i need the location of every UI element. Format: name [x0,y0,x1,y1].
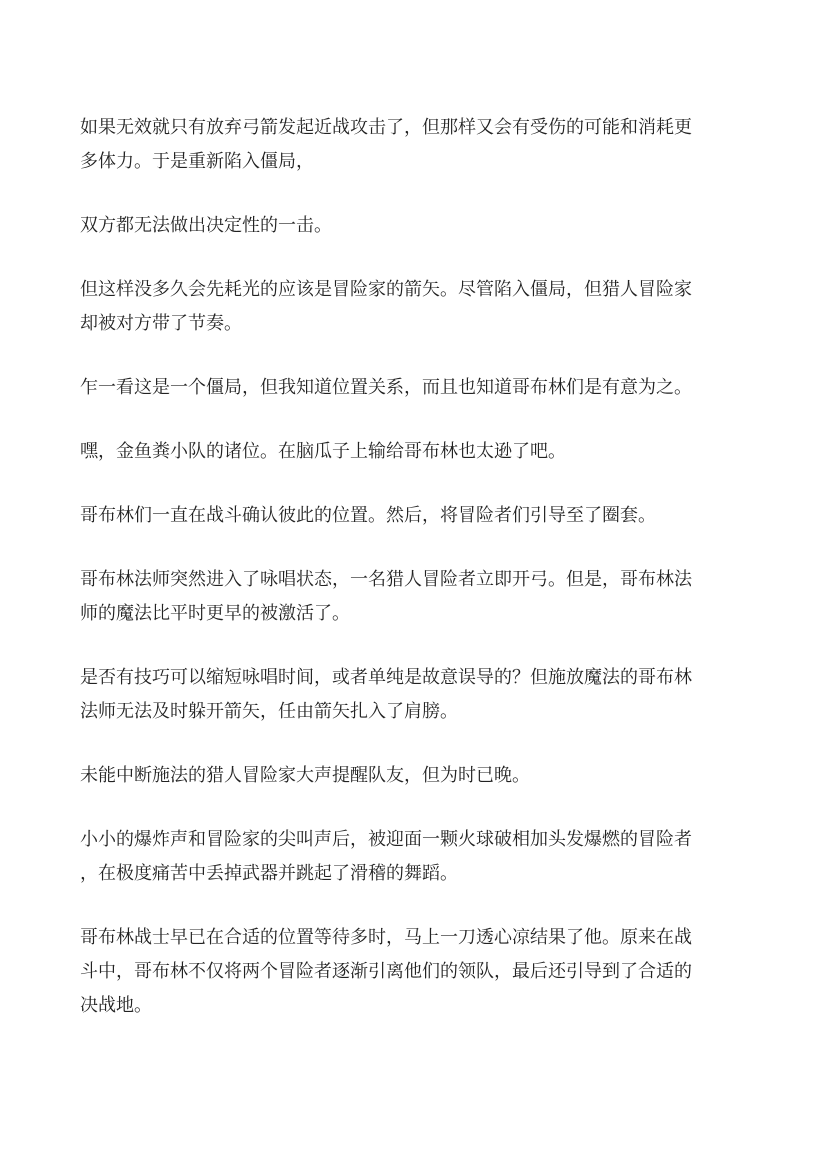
text-line: 但这样没多久会先耗光的应该是冒险家的箭矢。尽管陷入僵局，但猎人冒险家 [80,279,692,300]
paragraph [80,209,740,243]
text-line: 嘿，金鱼粪小队的诸位。在脑瓜子上输给哥布林也太逊了吧。 [80,441,566,462]
text-line: 决战地。 [80,995,152,1016]
document-body [80,111,740,1053]
paragraph [80,499,740,533]
text-line: 乍一看这是一个僵局，但我知道位置关系，而且也知道哥布林们是有意为之。 [80,377,692,398]
text-line: 哥布林们一直在战斗确认彼此的位置。然后，将冒险者们引导至了圈套。 [80,505,656,526]
paragraph [80,111,740,179]
text-line: ，在极度痛苦中丢掉武器并跳起了滑稽的舞蹈。 [80,863,458,884]
paragraph [80,435,740,469]
paragraph [80,661,740,729]
text-line: 小小的爆炸声和冒险家的尖叫声后，被迎面一颗火球破相加头发爆燃的冒险者 [80,829,692,850]
text-line: 斗中，哥布林不仅将两个冒险者逐渐引离他们的领队，最后还引导到了合适的 [80,961,692,982]
paragraph [80,921,740,1023]
paragraph [80,563,740,631]
text-line: 法师无法及时躲开箭矢，任由箭矢扎入了肩膀。 [80,701,458,722]
paragraph [80,759,740,793]
text-line: 是否有技巧可以缩短咏唱时间，或者单纯是故意误导的？但施放魔法的哥布林 [80,667,692,688]
text-line: 双方都无法做出决定性的一击。 [80,215,332,236]
paragraph [80,371,740,405]
text-line: 哥布林法师突然进入了咏唱状态，一名猎人冒险者立即开弓。但是，哥布林法 [80,569,692,590]
text-line: 师的魔法比平时更早的被激活了。 [80,603,350,624]
paragraph [80,823,740,891]
text-line: 多体力。于是重新陷入僵局， [80,151,314,172]
paragraph [80,273,740,341]
text-line: 哥布林战士早已在合适的位置等待多时，马上一刀透心凉结果了他。原来在战 [80,927,692,948]
text-line: 如果无效就只有放弃弓箭发起近战攻击了，但那样又会有受伤的可能和消耗更 [80,117,692,138]
text-line: 却被对方带了节奏。 [80,313,242,334]
text-line: 未能中断施法的猎人冒险家大声提醒队友，但为时已晚。 [80,765,530,786]
